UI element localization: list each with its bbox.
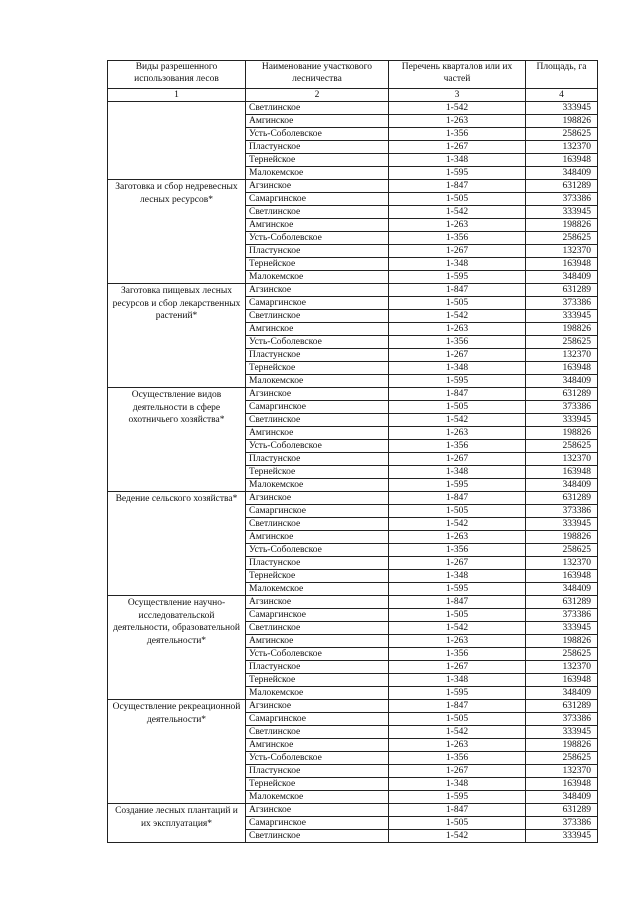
area-cell: 373386 [526,817,598,830]
forestry-name-cell: Пластунское [246,765,389,778]
forestry-name-cell: Амгинское [246,427,389,440]
area-cell: 333945 [526,414,598,427]
area-cell: 132370 [526,661,598,674]
area-cell: 258625 [526,752,598,765]
area-cell: 132370 [526,557,598,570]
area-cell: 198826 [526,219,598,232]
quarters-cell: 1-356 [389,544,526,557]
forestry-name-cell: Малокемское [246,791,389,804]
quarters-cell: 1-542 [389,414,526,427]
table-row [108,284,598,297]
forestry-name-cell: Агзинское [246,388,389,401]
quarters-cell: 1-356 [389,440,526,453]
usage-type-cell: Заготовка пищевых лесных ресурсов и сбор лекарственных растений* [108,284,246,388]
forestry-name-cell: Амгинское [246,635,389,648]
quarters-cell: 1-267 [389,141,526,154]
forestry-name-cell: Пластунское [246,349,389,362]
area-cell: 373386 [526,609,598,622]
quarters-cell: 1-542 [389,518,526,531]
area-cell: 163948 [526,154,598,167]
area-cell: 631289 [526,180,598,193]
header-area: Площадь, га [526,61,598,89]
usage-type-cell: Заготовка и сбор недревесных лесных ресурсов* [108,180,246,284]
quarters-cell: 1-847 [389,492,526,505]
quarters-cell: 1-542 [389,726,526,739]
forestry-name-cell: Амгинское [246,739,389,752]
table-row [108,596,598,609]
forestry-name-cell: Самаргинское [246,401,389,414]
area-cell: 631289 [526,492,598,505]
area-cell: 348409 [526,791,598,804]
quarters-cell: 1-348 [389,570,526,583]
area-cell: 333945 [526,310,598,323]
area-cell: 348409 [526,687,598,700]
forestry-name-cell: Светлинское [246,414,389,427]
column-number: 1 [108,89,246,102]
table-row [108,492,598,505]
area-cell: 198826 [526,739,598,752]
area-cell: 198826 [526,115,598,128]
area-cell: 198826 [526,323,598,336]
area-cell: 163948 [526,258,598,271]
area-cell: 373386 [526,297,598,310]
area-cell: 373386 [526,713,598,726]
forestry-name-cell: Малокемское [246,375,389,388]
usage-type-cell [108,102,246,180]
table-row [108,180,598,193]
area-cell: 348409 [526,479,598,492]
document-page [107,60,597,843]
quarters-cell: 1-847 [389,180,526,193]
quarters-cell: 1-267 [389,349,526,362]
quarters-cell: 1-356 [389,648,526,661]
forestry-name-cell: Самаргинское [246,297,389,310]
quarters-cell: 1-595 [389,687,526,700]
quarters-cell: 1-356 [389,232,526,245]
forestry-name-cell: Самаргинское [246,609,389,622]
forest-use-table [107,60,598,843]
area-cell: 132370 [526,141,598,154]
forestry-name-cell: Самаргинское [246,817,389,830]
area-cell: 163948 [526,778,598,791]
forestry-name-cell: Тернейское [246,362,389,375]
table-body [108,102,598,843]
forestry-name-cell: Светлинское [246,518,389,531]
area-cell: 631289 [526,700,598,713]
quarters-cell: 1-348 [389,258,526,271]
quarters-cell: 1-542 [389,830,526,843]
area-cell: 631289 [526,804,598,817]
forestry-name-cell: Агзинское [246,492,389,505]
quarters-cell: 1-263 [389,739,526,752]
area-cell: 333945 [526,830,598,843]
quarters-cell: 1-595 [389,271,526,284]
quarters-cell: 1-267 [389,661,526,674]
forestry-name-cell: Светлинское [246,726,389,739]
area-cell: 198826 [526,635,598,648]
quarters-cell: 1-263 [389,427,526,440]
forestry-name-cell: Агзинское [246,700,389,713]
quarters-cell: 1-356 [389,128,526,141]
area-cell: 163948 [526,466,598,479]
table-row [108,102,598,115]
area-cell: 198826 [526,531,598,544]
forestry-name-cell: Усть-Соболевское [246,232,389,245]
quarters-cell: 1-348 [389,154,526,167]
area-cell: 631289 [526,596,598,609]
area-cell: 333945 [526,726,598,739]
forestry-name-cell: Усть-Соболевское [246,648,389,661]
forestry-name-cell: Амгинское [246,531,389,544]
quarters-cell: 1-267 [389,557,526,570]
area-cell: 631289 [526,388,598,401]
forestry-name-cell: Малокемское [246,479,389,492]
quarters-cell: 1-356 [389,336,526,349]
quarters-cell: 1-356 [389,752,526,765]
forestry-name-cell: Пластунское [246,453,389,466]
area-cell: 198826 [526,427,598,440]
forestry-name-cell: Пластунское [246,141,389,154]
area-cell: 132370 [526,765,598,778]
column-number: 2 [246,89,389,102]
forestry-name-cell: Усть-Соболевское [246,752,389,765]
quarters-cell: 1-348 [389,466,526,479]
area-cell: 163948 [526,570,598,583]
forestry-name-cell: Амгинское [246,323,389,336]
forestry-name-cell: Усть-Соболевское [246,544,389,557]
quarters-cell: 1-847 [389,700,526,713]
forestry-name-cell: Светлинское [246,310,389,323]
forestry-name-cell: Светлинское [246,622,389,635]
forestry-name-cell: Самаргинское [246,713,389,726]
quarters-cell: 1-595 [389,375,526,388]
column-number: 4 [526,89,598,102]
forestry-name-cell: Агзинское [246,180,389,193]
column-numbers-row [108,89,598,102]
forestry-name-cell: Тернейское [246,674,389,687]
area-cell: 333945 [526,518,598,531]
forestry-name-cell: Усть-Соболевское [246,336,389,349]
area-cell: 373386 [526,401,598,414]
forestry-name-cell: Самаргинское [246,193,389,206]
table-row [108,388,598,401]
quarters-cell: 1-263 [389,115,526,128]
area-cell: 163948 [526,674,598,687]
forestry-name-cell: Тернейское [246,570,389,583]
area-cell: 132370 [526,349,598,362]
column-number: 3 [389,89,526,102]
forestry-name-cell: Малокемское [246,583,389,596]
usage-type-cell: Осуществление видов деятельности в сфере охотничьего хозяйства* [108,388,246,492]
area-cell: 333945 [526,622,598,635]
forestry-name-cell: Малокемское [246,687,389,700]
forestry-name-cell: Амгинское [246,115,389,128]
area-cell: 373386 [526,505,598,518]
quarters-cell: 1-847 [389,284,526,297]
table-row [108,700,598,713]
area-cell: 333945 [526,206,598,219]
forestry-name-cell: Усть-Соболевское [246,440,389,453]
quarters-cell: 1-263 [389,323,526,336]
area-cell: 333945 [526,102,598,115]
forestry-name-cell: Светлинское [246,830,389,843]
usage-type-cell: Создание лесных плантаций и их эксплуатация* [108,804,246,843]
forestry-name-cell: Пластунское [246,661,389,674]
quarters-cell: 1-505 [389,297,526,310]
quarters-cell: 1-263 [389,219,526,232]
quarters-cell: 1-348 [389,362,526,375]
area-cell: 258625 [526,440,598,453]
forestry-name-cell: Агзинское [246,804,389,817]
area-cell: 258625 [526,336,598,349]
area-cell: 348409 [526,375,598,388]
quarters-cell: 1-595 [389,479,526,492]
area-cell: 348409 [526,271,598,284]
quarters-cell: 1-595 [389,167,526,180]
area-cell: 258625 [526,232,598,245]
quarters-cell: 1-263 [389,635,526,648]
area-cell: 348409 [526,583,598,596]
usage-type-cell: Ведение сельского хозяйства* [108,492,246,596]
area-cell: 258625 [526,648,598,661]
forestry-name-cell: Тернейское [246,258,389,271]
header-usage-type: Виды разрешенного использования лесов [108,61,246,89]
forestry-name-cell: Тернейское [246,466,389,479]
table-header-row [108,61,598,89]
area-cell: 348409 [526,167,598,180]
forestry-name-cell: Светлинское [246,102,389,115]
table-row [108,804,598,817]
area-cell: 631289 [526,284,598,297]
quarters-cell: 1-348 [389,778,526,791]
quarters-cell: 1-542 [389,206,526,219]
quarters-cell: 1-847 [389,804,526,817]
quarters-cell: 1-267 [389,765,526,778]
quarters-cell: 1-595 [389,791,526,804]
header-forestry-name: Наименование участкового лесничества [246,61,389,89]
quarters-cell: 1-505 [389,401,526,414]
quarters-cell: 1-263 [389,531,526,544]
area-cell: 132370 [526,245,598,258]
forestry-name-cell: Самаргинское [246,505,389,518]
area-cell: 373386 [526,193,598,206]
quarters-cell: 1-505 [389,817,526,830]
quarters-cell: 1-505 [389,713,526,726]
forestry-name-cell: Малокемское [246,271,389,284]
forestry-name-cell: Малокемское [246,167,389,180]
usage-type-cell: Осуществление рекреационной деятельности* [108,700,246,804]
header-quarters-list: Перечень кварталов или их частей [389,61,526,89]
forestry-name-cell: Пластунское [246,245,389,258]
forestry-name-cell: Пластунское [246,557,389,570]
area-cell: 132370 [526,453,598,466]
quarters-cell: 1-505 [389,505,526,518]
forestry-name-cell: Агзинское [246,284,389,297]
forestry-name-cell: Светлинское [246,206,389,219]
area-cell: 258625 [526,544,598,557]
quarters-cell: 1-542 [389,622,526,635]
quarters-cell: 1-847 [389,596,526,609]
quarters-cell: 1-348 [389,674,526,687]
forestry-name-cell: Тернейское [246,154,389,167]
quarters-cell: 1-267 [389,245,526,258]
quarters-cell: 1-505 [389,193,526,206]
quarters-cell: 1-542 [389,102,526,115]
usage-type-cell: Осуществление научно-исследовательской деятельности, образовательной деятельности* [108,596,246,700]
quarters-cell: 1-542 [389,310,526,323]
area-cell: 163948 [526,362,598,375]
forestry-name-cell: Тернейское [246,778,389,791]
quarters-cell: 1-595 [389,583,526,596]
quarters-cell: 1-267 [389,453,526,466]
area-cell: 258625 [526,128,598,141]
forestry-name-cell: Агзинское [246,596,389,609]
forestry-name-cell: Усть-Соболевское [246,128,389,141]
quarters-cell: 1-505 [389,609,526,622]
forestry-name-cell: Амгинское [246,219,389,232]
quarters-cell: 1-847 [389,388,526,401]
